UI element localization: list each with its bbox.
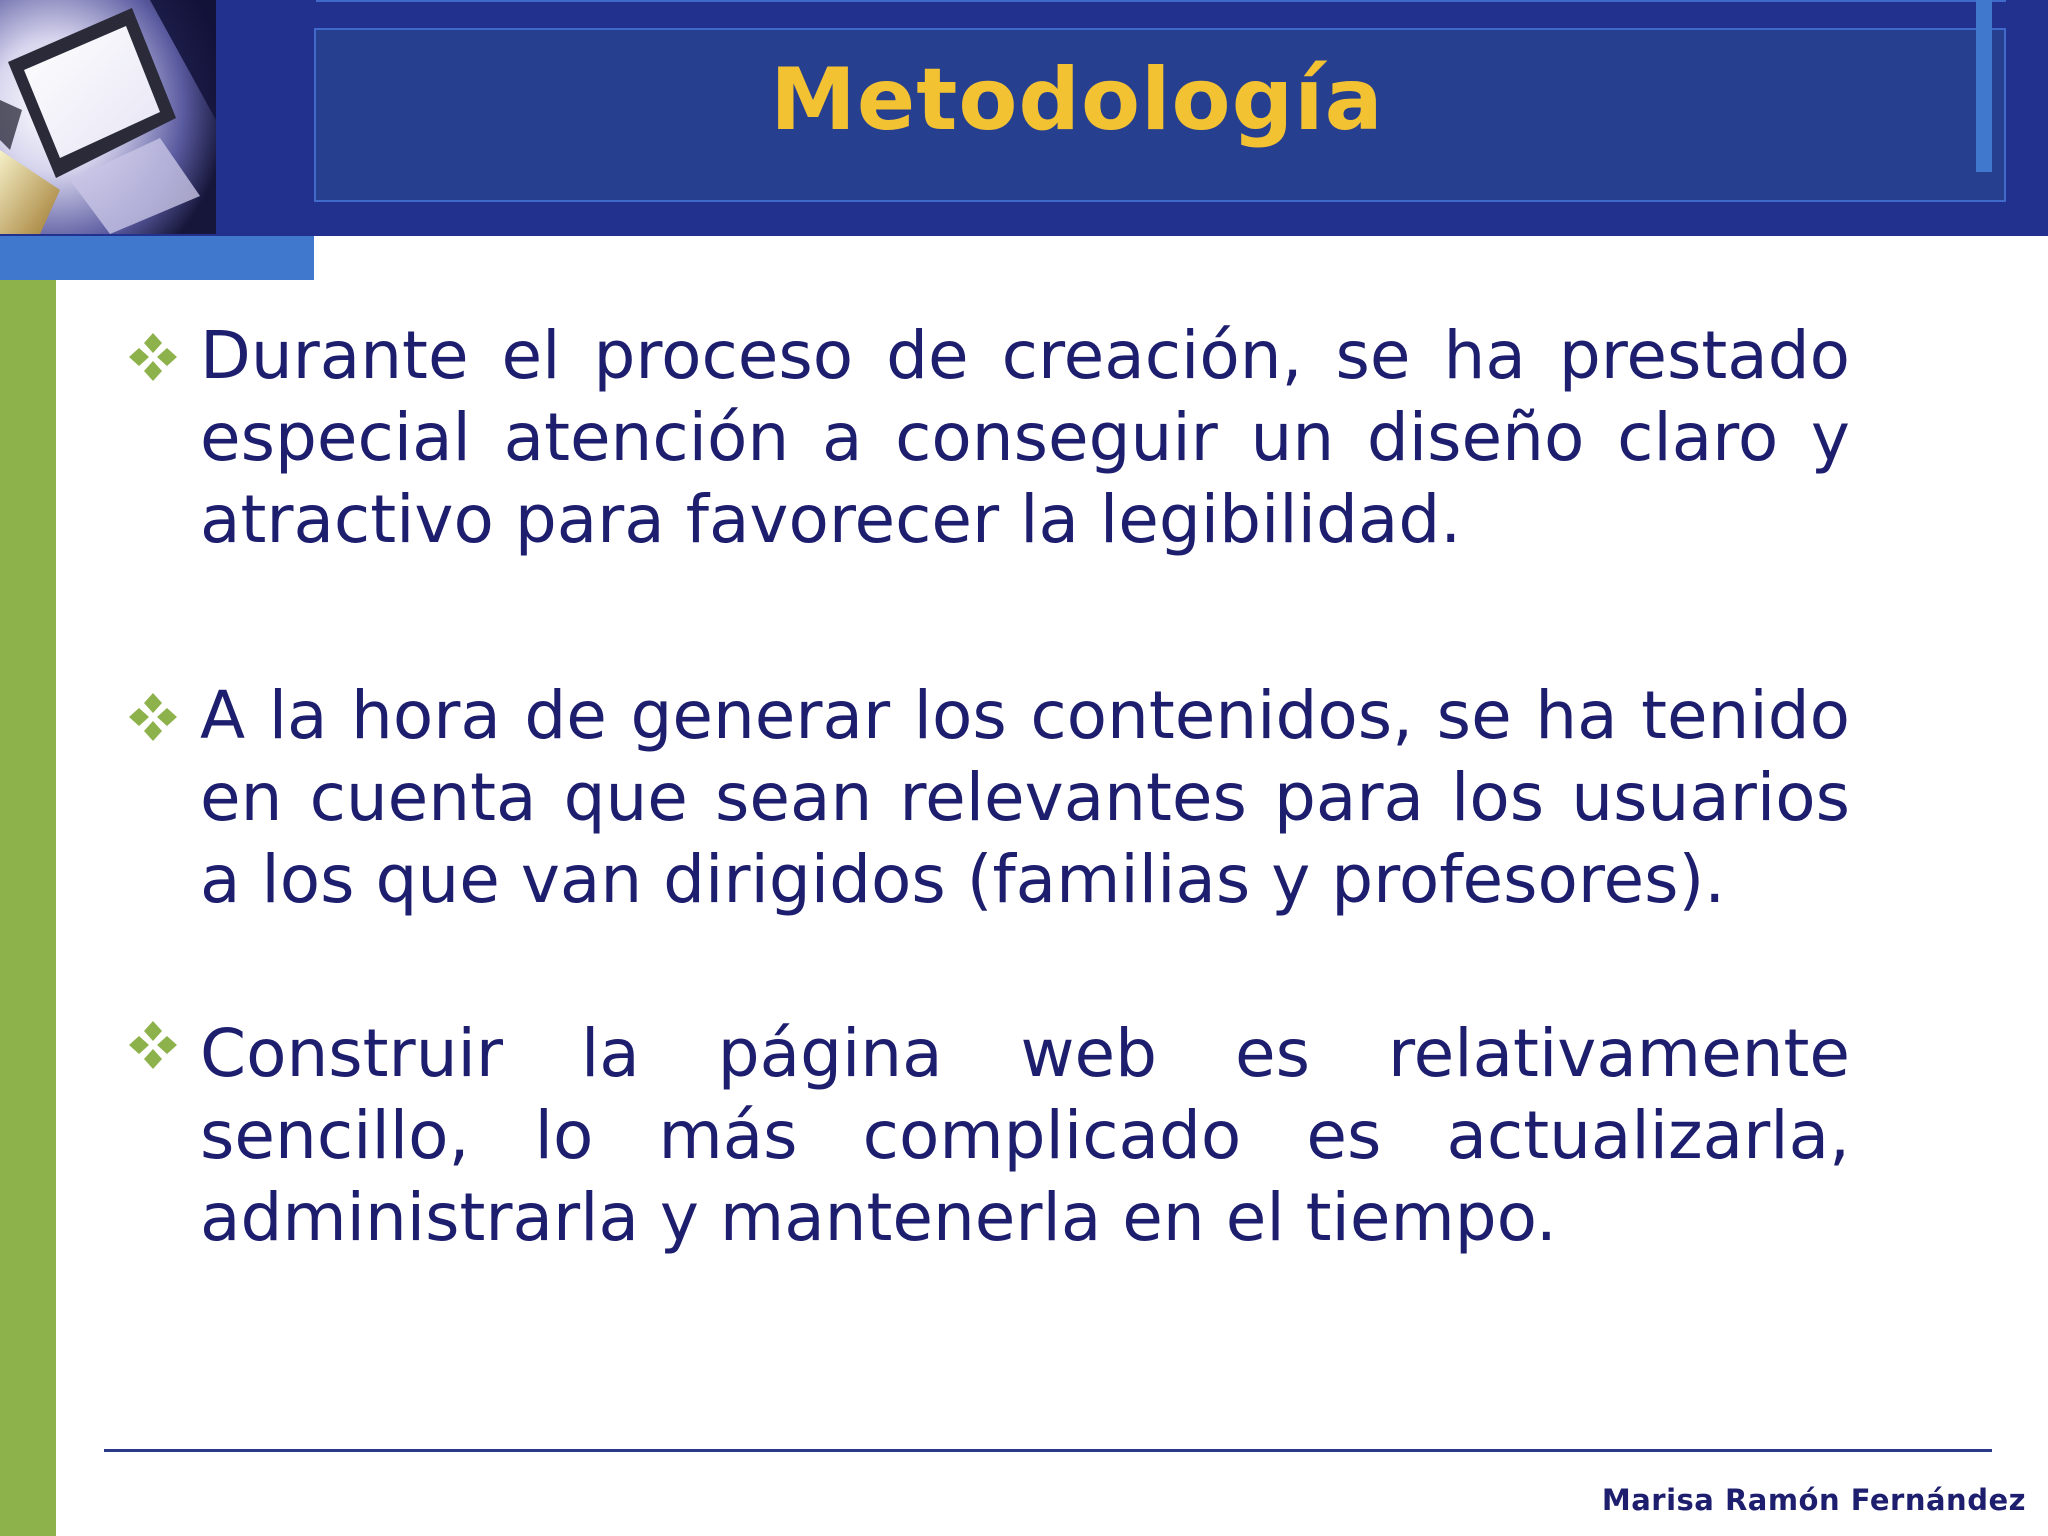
page-title: Metodología bbox=[770, 50, 1384, 150]
blue-accent-stripe bbox=[0, 236, 314, 280]
bullet-text: Construir la página web es relativamente sencillo, lo más complicado es actualizarla, administrarla y mantenerla en el tiempo. bbox=[200, 1015, 1850, 1256]
bullet-text: A la hora de generar los contenidos, se ha tenido en cuenta que sean relevantes para los usuarios a los que van dirigidos (familias y profesores). bbox=[200, 677, 1850, 918]
four-diamond-bullet-icon bbox=[126, 1018, 180, 1072]
four-diamond-bullet-icon bbox=[126, 330, 180, 384]
title-top-line bbox=[316, 0, 2006, 2]
four-diamond-bullet-icon bbox=[126, 690, 180, 744]
header-right-accent bbox=[1976, 0, 1992, 172]
author-name: Marisa Ramón Fernández bbox=[1601, 1483, 2026, 1517]
green-side-bar bbox=[0, 280, 56, 1536]
bullet-text: Durante el proceso de creación, se ha prestado especial atención a conseguir un diseño claro y atractivo para favorecer la legibilidad. bbox=[200, 317, 1850, 558]
computer-icon bbox=[0, 0, 216, 234]
footer-divider bbox=[104, 1449, 1992, 1452]
